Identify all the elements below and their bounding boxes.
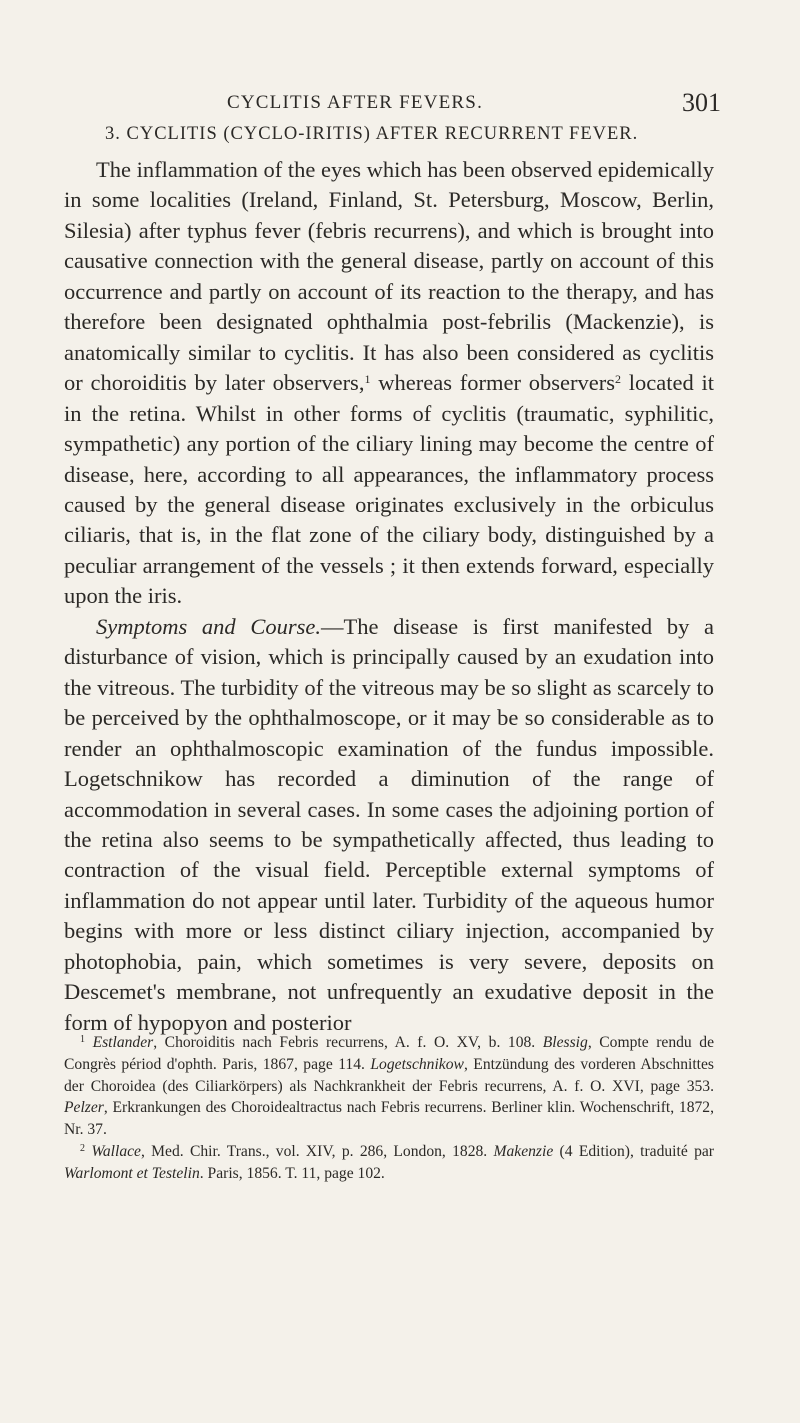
- paragraph-2-text: —The disease is first manifested by a disturbance of vision, which is principally caused by an exudation into the vitreous. The turbidity of the vitreous may be so slight as scarcely to be perceived by the ophthalmoscope, or it may be so considerable as to render an ophthalmoscopic examination of the fundus impossible. Logetschnikow has recorded a diminution of the range of accommodation in several cases. In some cases the adjoining portion of the retina also seems to be sympathetically affected, thus leading to contraction of the visual field. Perceptible external symptoms of inflammation do not appear until later. Turbidity of the aqueous humor begins with more or less distinct ciliary injection, accompanied by photophobia, pain, which sometimes is very severe, deposits on Descemet's membrane, not unfrequently an exudative deposit in the form of hypopyon and posterior: [64, 613, 715, 1035]
- footnote-ref-2: 2: [614, 372, 621, 387]
- footnote-1-text-3: , Entzündung des vorderen Abschnittes der Choroidea (des Ciliarkörpers) als Nachkrankheit der Febris recurrens, A. f. O. XVI, page 353.: [64, 1055, 714, 1095]
- footnote-1-marker: 1: [80, 1034, 85, 1045]
- footnote-2-author-3: Warlomont et Testelin: [64, 1164, 200, 1182]
- section-heading: 3. CYCLITIS (CYCLO-IRITIS) AFTER RECURRENT FEVER.: [105, 124, 639, 144]
- footnote-2-text-2: (4 Edition), traduité par: [553, 1142, 714, 1160]
- footnote-2-marker: 2: [80, 1142, 85, 1154]
- footnote-1-author-4: Pelzer: [64, 1099, 104, 1117]
- body-text: [64, 155, 714, 1038]
- footnote-2: [64, 1141, 714, 1185]
- paragraph-1-part-b: whereas former observers: [370, 370, 615, 396]
- footnote-1-text-1: , Choroiditis nach Febris recurrens, A. f. O. XV, b. 108.: [153, 1034, 543, 1051]
- running-title: CYCLITIS AFTER FEVERS.: [227, 92, 484, 113]
- footnote-1-text-4: , Erkrankungen des Choroidealtractus nach Febris recurrens. Berliner klin. Wochenschrift, 1872, Nr. 37.: [64, 1099, 714, 1139]
- footnote-1-author-3: Logetschnikow: [370, 1055, 464, 1073]
- footnote-2-text-1: , Med. Chir. Trans., vol. XIV, p. 286, London, 1828.: [140, 1142, 494, 1160]
- footnote-2-author-1: Wallace: [91, 1142, 141, 1160]
- footnote-2-text-3: . Paris, 1856. T. 11, page 102.: [199, 1164, 385, 1182]
- footnote-ref-1: 1: [364, 372, 371, 387]
- footnote-1: [64, 1032, 714, 1141]
- paragraph-1: [64, 155, 714, 612]
- paragraph-1-part-a: The inflammation of the eyes which has been observed epidemically in some localities (Ireland, Finland, St. Petersburg, Moscow, Berlin, Silesia) after typhus fever (febris recurrens), and which is brought into causative connection with the general disease, partly on account of this occurrence and partly on account of its reaction to the therapy, and has therefore been designated ophthalmia post-febrilis (Mackenzie), is anatomically similar to cyclitis. It has also been considered as cyclitis or choroiditis by later observers,: [64, 157, 714, 396]
- footnote-1-author-2: Blessig: [542, 1034, 588, 1051]
- paragraph-2-heading: Symptoms and Course.: [96, 613, 321, 639]
- footnote-2-author-2: Makenzie: [493, 1142, 554, 1160]
- footnotes: [64, 1032, 714, 1185]
- paragraph-2: [64, 612, 714, 1038]
- footnote-1-author-1: Estlander: [92, 1034, 154, 1051]
- paragraph-1-part-c: located it in the retina. Whilst in other forms of cyclitis (traumatic, syphilitic, sympathetic) any portion of the ciliary lining may become the centre of disease, here, according to all appearances, the inflammatory process caused by the general disease originates exclusively in the orbiculus ciliaris, that is, in the flat zone of the ciliary body, distinguished by a peculiar arrangement of the vessels ; it then extends forward, especially upon the iris.: [64, 370, 715, 609]
- page-number: 301: [682, 88, 721, 117]
- footnote-1-text-2: , Compte rendu de Congrès périod d'ophth. Paris, 1867, page 114.: [64, 1034, 715, 1073]
